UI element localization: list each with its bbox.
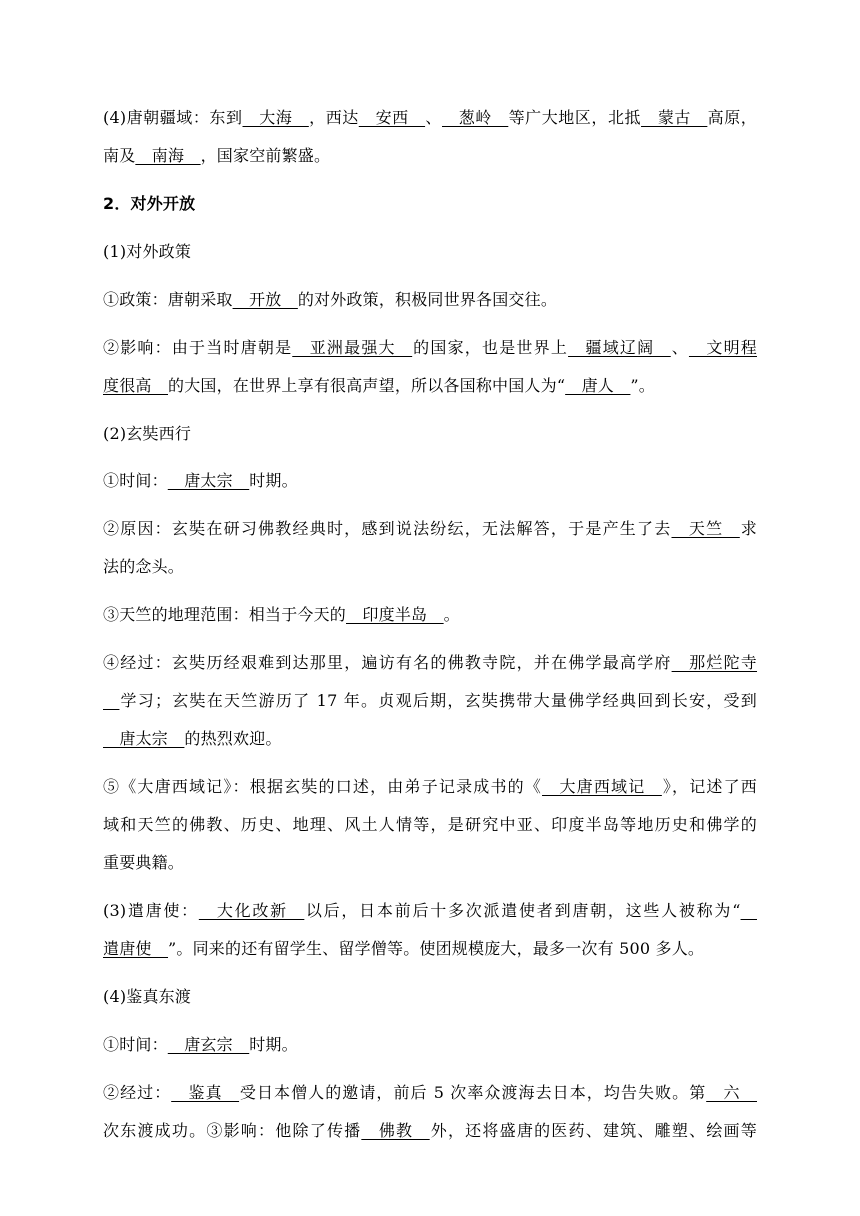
text-segment: ”。同来的还有留学生、留学僧等。使团规模庞大，最多一次有 500 多人。	[168, 939, 705, 958]
text-segment: ①政策：唐朝采取	[103, 290, 233, 309]
text-segment: 外，还将盛唐的医药、建筑、雕塑、绘画等	[429, 1121, 757, 1140]
text-segment: 等广大地区，北抵	[508, 108, 642, 127]
fill-in-answer: __唐太宗__	[167, 471, 250, 490]
fill-in-answer: __蒙古__	[641, 108, 708, 127]
fill-in-answer: __疆域辽阔__	[568, 338, 671, 357]
text-segment: 求	[739, 519, 757, 538]
text-segment: (4)唐朝疆域：东到	[103, 108, 243, 127]
text-line	[103, 1121, 757, 1141]
fill-in-answer: __	[103, 691, 120, 710]
text-line	[103, 777, 757, 797]
text-line	[103, 1035, 757, 1055]
text-line	[103, 242, 757, 262]
text-line	[103, 605, 757, 625]
fill-in-answer: __开放__	[232, 290, 298, 309]
text-line	[103, 557, 757, 577]
text-segment: 域和天竺的佛教、历史、地理、风土人情等，是研究中亚、印度半岛等地历史和佛学的	[103, 815, 757, 834]
text-line	[103, 146, 757, 166]
text-line	[103, 108, 757, 128]
fill-in-answer: __葱岭__	[442, 108, 509, 127]
text-segment: 2．对外开放	[103, 194, 196, 213]
text-line	[103, 376, 757, 396]
fill-in-answer: __南海__	[135, 146, 201, 165]
text-segment: 时期。	[249, 1035, 298, 1054]
text-line	[103, 853, 757, 873]
fill-in-answer: __	[740, 901, 757, 920]
text-segment: 、	[425, 108, 442, 127]
text-line	[103, 729, 757, 749]
section-heading	[103, 194, 757, 214]
text-line	[103, 1083, 757, 1103]
fill-in-answer: __唐人__	[565, 376, 631, 395]
text-line	[103, 653, 757, 673]
text-segment: 时期。	[249, 471, 298, 490]
text-line	[103, 987, 757, 1007]
fill-in-answer: 度很高__	[103, 376, 169, 395]
fill-in-answer: __印度半岛__	[346, 605, 444, 624]
text-segment: ②原因：玄奘在研习佛教经典时，感到说法纷纭，无法解答，于是产生了去	[103, 519, 672, 538]
text-segment: ”。	[630, 376, 655, 395]
fill-in-answer: __唐玄宗__	[167, 1035, 250, 1054]
text-segment: 学习；玄奘在天竺游历了 17 年。贞观后期，玄奘携带大量佛学经典回到长安，受到	[119, 691, 757, 710]
text-segment: ①时间：	[103, 471, 168, 490]
text-line	[103, 939, 757, 959]
text-segment: 、	[670, 338, 689, 357]
text-segment: 南及	[103, 146, 136, 165]
text-segment: 法的念头。	[103, 557, 185, 576]
text-segment: (4)鉴真东渡	[103, 987, 192, 1006]
fill-in-answer: __文明程	[688, 338, 757, 357]
fill-in-answer: __大海__	[242, 108, 309, 127]
text-segment: 受日本僧人的邀请，前后 5 次率众渡海去日本，均告失败。第	[239, 1083, 707, 1102]
text-segment: 次东渡成功。③影响：他除了传播	[103, 1121, 362, 1140]
fill-in-answer: 遣唐使__	[103, 939, 169, 958]
fill-in-answer: __唐太宗__	[103, 729, 185, 748]
text-segment: 。	[443, 605, 460, 624]
fill-in-answer: __大唐西域记__	[542, 777, 662, 796]
text-line	[103, 815, 757, 835]
text-segment: 以后，日本前后十多次派遣使者到唐朝，这些人被称为“	[304, 901, 741, 920]
text-segment: (1)对外政策	[103, 242, 192, 261]
text-segment: ②影响：由于当时唐朝是	[103, 338, 293, 357]
text-segment: ③天竺的地理范围：相当于今天的	[103, 605, 347, 624]
text-line	[103, 691, 757, 711]
fill-in-answer: __亚洲最强大__	[292, 338, 413, 357]
text-segment: (2)玄奘西行	[103, 424, 192, 443]
text-segment: ，西达	[308, 108, 359, 127]
fill-in-answer: __安西__	[358, 108, 426, 127]
fill-in-answer: __那烂陀寺	[671, 653, 758, 672]
text-segment: 高原，	[707, 108, 757, 127]
text-line	[103, 424, 757, 444]
text-segment: 的对外政策，积极同世界各国交往。	[297, 290, 558, 309]
text-segment: ，国家空前繁盛。	[200, 146, 331, 165]
fill-in-answer: __佛教__	[361, 1121, 430, 1140]
text-line	[103, 290, 757, 310]
text-segment: 的热烈欢迎。	[184, 729, 282, 748]
text-line	[103, 338, 757, 358]
fill-in-answer: __六__	[706, 1083, 757, 1102]
text-line	[103, 901, 757, 921]
text-line	[103, 519, 757, 539]
fill-in-answer: __大化改新__	[198, 901, 305, 920]
fill-in-answer: __鉴真__	[171, 1083, 240, 1102]
text-segment: 》，记述了西	[661, 777, 757, 796]
text-segment: ④经过：玄奘历经艰难到达那里，遍访有名的佛教寺院，并在佛学最高学府	[103, 653, 672, 672]
text-segment: 的国家，也是世界上	[412, 338, 569, 357]
fill-in-answer: __天竺__	[671, 519, 740, 538]
text-segment: ②经过：	[103, 1083, 172, 1102]
text-segment: ⑤《大唐西域记》：根据玄奘的口述，由弟子记录成书的《	[103, 777, 543, 796]
text-segment: 重要典籍。	[103, 853, 185, 872]
text-segment: ①时间：	[103, 1035, 168, 1054]
text-line	[103, 471, 757, 491]
text-segment: 的大国，在世界上享有很高声望，所以各国称中国人为“	[168, 376, 566, 395]
text-segment: (3)遣唐使：	[103, 901, 199, 920]
